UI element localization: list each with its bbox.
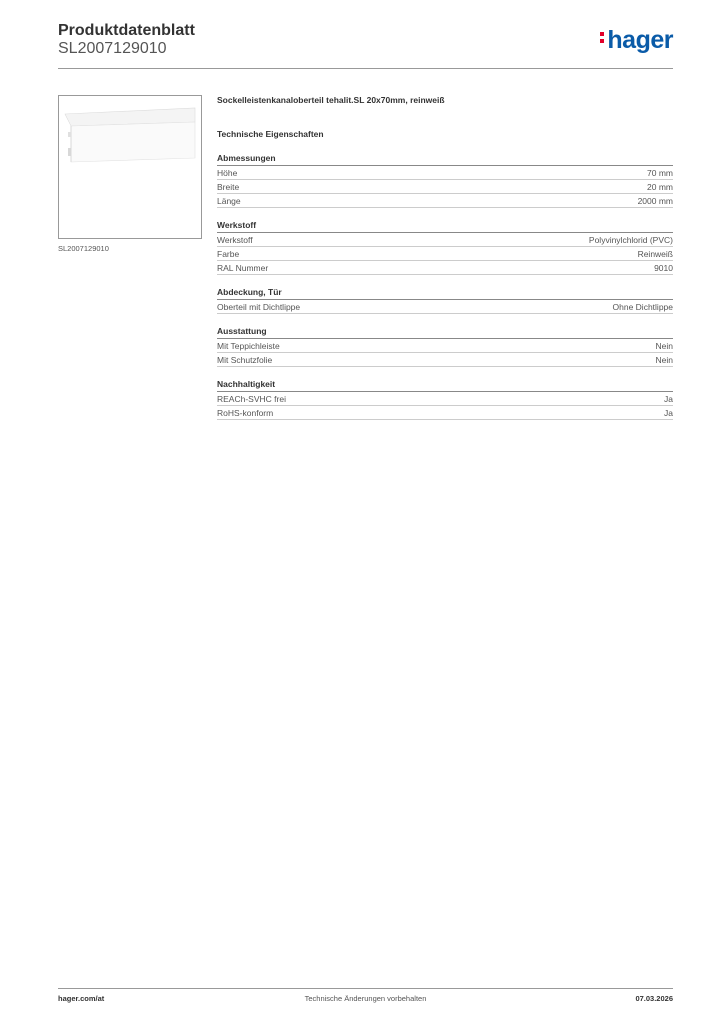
page-footer <box>58 994 673 1008</box>
spec-label: Höhe <box>217 167 238 178</box>
group-title: Abmessungen <box>217 153 673 166</box>
group-werkstoff <box>217 220 673 275</box>
group-ausstattung <box>217 326 673 367</box>
spec-row <box>217 339 673 353</box>
spec-value: Ohne Dichtlippe <box>612 301 673 312</box>
spec-row <box>217 233 673 247</box>
hager-logo <box>600 26 673 55</box>
spec-row <box>217 353 673 367</box>
spec-label: Mit Teppichleiste <box>217 340 280 351</box>
product-details <box>217 95 673 432</box>
spec-row <box>217 166 673 180</box>
spec-value: Ja <box>664 407 673 418</box>
product-image <box>58 95 202 239</box>
spec-label: Farbe <box>217 248 240 259</box>
spec-row <box>217 194 673 208</box>
footer-website-link[interactable]: hager.com/at <box>58 994 105 1003</box>
spec-row <box>217 261 673 275</box>
spec-row <box>217 300 673 314</box>
group-nachhaltigkeit <box>217 379 673 420</box>
spec-label: RAL Nummer <box>217 262 269 273</box>
spec-value: Ja <box>664 393 673 404</box>
logo-dots-icon <box>600 29 605 46</box>
product-description: Sockelleistenkanaloberteil tehalit.SL 20x70mm, reinweiß <box>217 95 445 105</box>
spec-value: 2000 mm <box>637 195 673 206</box>
spec-label: Mit Schutzfolie <box>217 354 273 365</box>
spec-row <box>217 392 673 406</box>
logo-text: hager <box>607 26 673 54</box>
footer-notice: Technische Änderungen vorbehalten <box>304 994 427 1003</box>
spec-label: Werkstoff <box>217 234 253 245</box>
group-title: Werkstoff <box>217 220 673 233</box>
footer-date: 07.03.2026 <box>635 994 673 1003</box>
spec-value: 9010 <box>654 262 673 273</box>
spec-label: Länge <box>217 195 241 206</box>
header-divider <box>58 68 673 69</box>
spec-label: RoHS-konform <box>217 407 274 418</box>
document-title: Produktdatenblatt <box>58 22 195 39</box>
page-header <box>58 22 673 68</box>
spec-value: Reinweiß <box>637 248 673 259</box>
spec-value: Nein <box>655 354 673 365</box>
section-heading: Technische Eigenschaften <box>217 129 324 139</box>
spec-row <box>217 180 673 194</box>
cable-duct-cover-icon <box>59 96 201 238</box>
image-caption: SL2007129010 <box>58 244 109 253</box>
spec-value: Nein <box>655 340 673 351</box>
group-title: Nachhaltigkeit <box>217 379 673 392</box>
group-title: Abdeckung, Tür <box>217 287 673 300</box>
spec-label: Breite <box>217 181 240 192</box>
spec-value: 20 mm <box>647 181 673 192</box>
spec-value: 70 mm <box>647 167 673 178</box>
article-number: SL2007129010 <box>58 40 167 57</box>
spec-row <box>217 247 673 261</box>
group-title: Ausstattung <box>217 326 673 339</box>
spec-label: Oberteil mit Dichtlippe <box>217 301 301 312</box>
spec-row <box>217 406 673 420</box>
spec-label: REACh-SVHC frei <box>217 393 286 404</box>
spec-value: Polyvinylchlorid (PVC) <box>588 234 673 245</box>
footer-divider <box>58 988 673 989</box>
group-abmessungen <box>217 153 673 208</box>
group-abdeckung <box>217 287 673 314</box>
